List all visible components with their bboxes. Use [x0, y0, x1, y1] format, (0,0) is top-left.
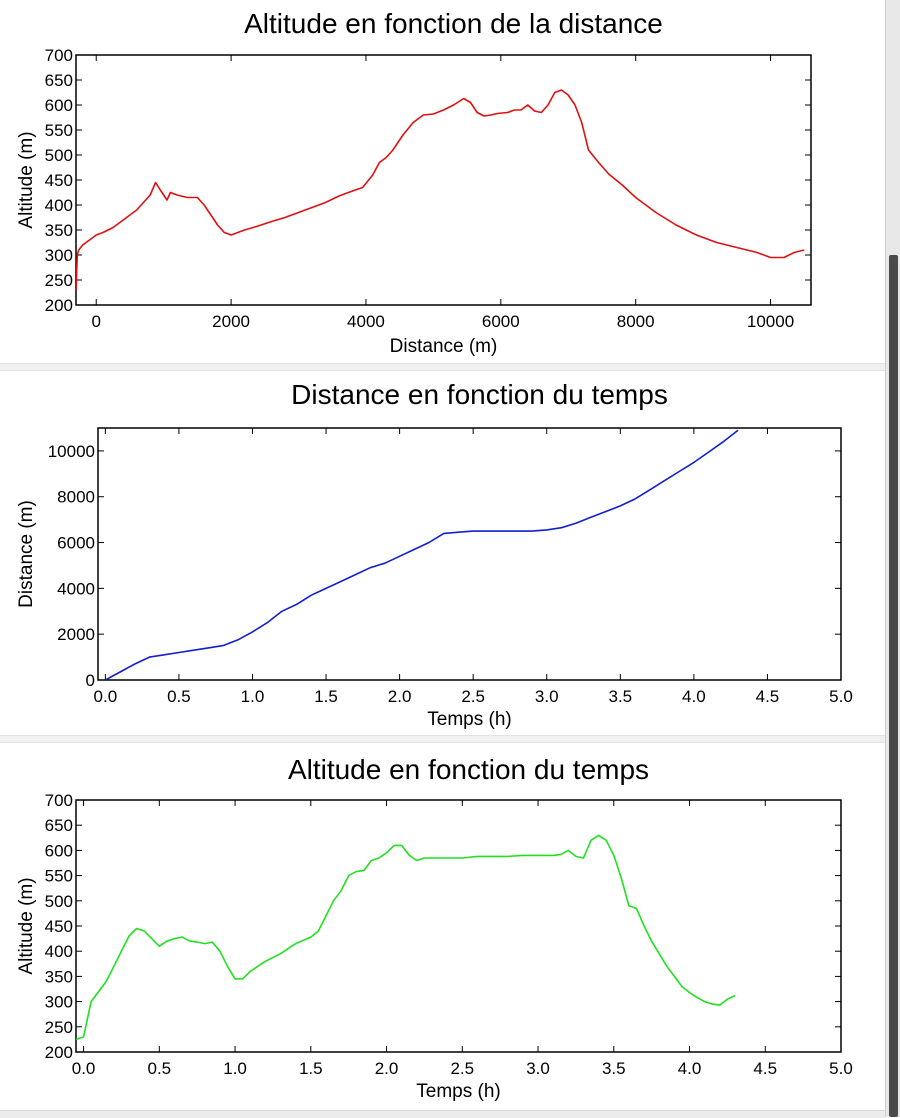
x-axis-label: Distance (m) [389, 336, 498, 357]
y-tick-label: 600 [44, 841, 73, 861]
x-axis-label: Temps (h) [427, 709, 512, 730]
x-tick-label: 3.5 [608, 687, 633, 706]
x-tick-label: 1.5 [314, 687, 338, 706]
y-tick-label: 8000 [57, 487, 95, 507]
x-tick-label: 1.0 [223, 1059, 247, 1078]
y-tick-label: 500 [44, 146, 73, 165]
chart-altitude-distance [0, 0, 885, 362]
y-tick-label: 350 [44, 967, 73, 987]
x-tick-label: 10000 [746, 312, 795, 331]
y-axis-label: Altitude (m) [16, 877, 37, 975]
y-tick-label: 650 [44, 71, 73, 90]
y-tick-label: 700 [44, 46, 73, 65]
y-tick-label: 350 [44, 221, 73, 240]
chart-altitude-time [0, 743, 885, 1109]
x-tick-label: 0.0 [93, 687, 118, 706]
plot-area [76, 800, 841, 1052]
y-tick-label: 6000 [57, 533, 95, 553]
y-tick-label: 300 [44, 992, 73, 1012]
y-tick-label: 400 [44, 942, 73, 962]
y-tick-label: 450 [44, 171, 73, 190]
x-tick-label: 2.5 [461, 687, 485, 706]
y-tick-label: 650 [44, 816, 73, 836]
plot-area [76, 55, 811, 305]
x-tick-label: 3.0 [526, 1059, 550, 1078]
y-tick-label: 500 [44, 891, 73, 911]
x-axis-label: Temps (h) [416, 1081, 501, 1102]
x-tick-label: 2.0 [374, 1059, 399, 1078]
panel-separator [0, 735, 885, 743]
chart-title: Altitude en fonction de la distance [244, 8, 663, 39]
panel-separator [0, 363, 885, 371]
y-tick-label: 550 [44, 121, 73, 140]
y-axis-label: Distance (m) [16, 500, 37, 608]
x-tick-label: 2.5 [450, 1059, 475, 1078]
x-tick-label: 0.5 [147, 1059, 172, 1078]
chart-title: Distance en fonction du temps [291, 379, 668, 410]
y-tick-label: 300 [44, 246, 73, 265]
chart-title: Altitude en fonction du temps [287, 754, 650, 785]
y-tick-label: 200 [44, 1043, 73, 1062]
x-tick-label: 5.0 [829, 687, 853, 706]
y-tick-label: 4000 [57, 579, 95, 599]
x-tick-label: 4.0 [677, 1059, 702, 1078]
plot-area [98, 428, 841, 680]
vertical-scrollbar-thumb[interactable] [889, 255, 898, 1117]
x-tick-label: 4.0 [682, 687, 706, 706]
x-tick-label: 2000 [212, 312, 251, 331]
y-tick-label: 250 [44, 271, 73, 290]
chart-distance-time [0, 371, 885, 734]
y-tick-label: 550 [44, 866, 73, 886]
y-tick-label: 450 [44, 917, 73, 936]
y-tick-label: 200 [44, 296, 73, 315]
x-tick-label: 3.5 [601, 1059, 626, 1078]
x-tick-label: 4.5 [755, 687, 780, 706]
y-tick-label: 600 [44, 96, 73, 115]
y-tick-label: 400 [44, 196, 73, 215]
y-tick-label: 10000 [47, 441, 95, 461]
x-tick-label: 0.0 [71, 1059, 96, 1078]
y-tick-label: 0 [85, 671, 95, 690]
x-tick-label: 3.0 [534, 687, 559, 706]
y-tick-label: 2000 [57, 625, 95, 645]
x-tick-label: 1.0 [240, 687, 265, 706]
x-tick-label: 4000 [347, 312, 385, 331]
x-tick-label: 0 [91, 312, 101, 331]
x-tick-label: 1.5 [298, 1059, 323, 1078]
y-tick-label: 700 [44, 791, 73, 810]
y-axis-label: Altitude (m) [16, 131, 37, 229]
x-tick-label: 2.0 [387, 687, 412, 706]
x-tick-label: 8000 [616, 312, 655, 331]
x-tick-label: 4.5 [753, 1059, 778, 1078]
x-tick-label: 0.5 [167, 687, 191, 706]
x-tick-label: 6000 [481, 312, 520, 331]
x-tick-label: 5.0 [829, 1059, 853, 1078]
y-tick-label: 250 [44, 1017, 73, 1037]
